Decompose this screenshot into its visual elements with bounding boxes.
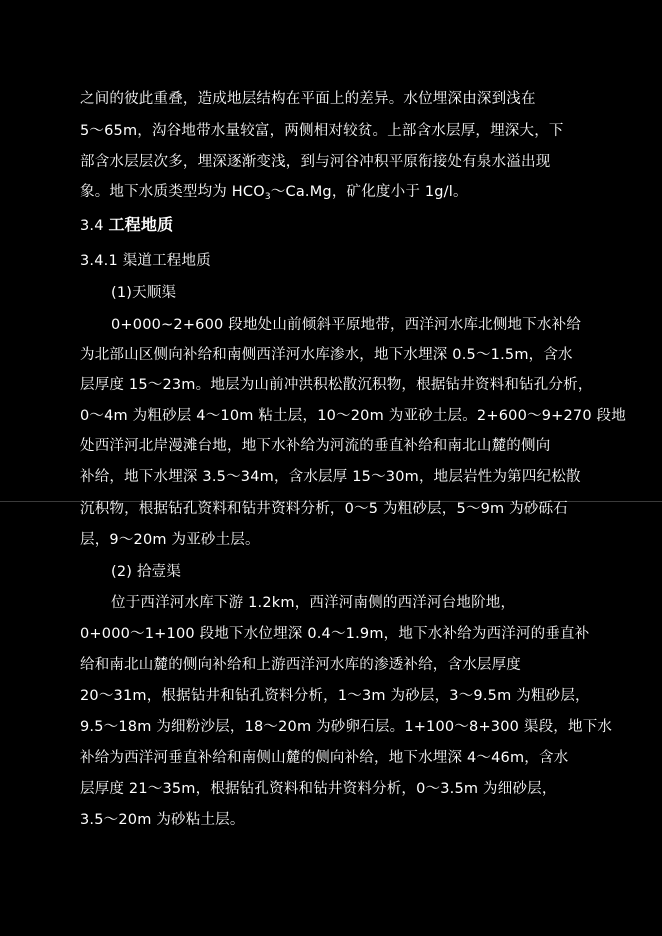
part2-title: (2) 拾壹渠 bbox=[111, 564, 182, 580]
section-number: 3.4 bbox=[80, 218, 109, 234]
part2-line: 给和南北山麓的侧向补给和上游西洋河水库的渗透补给，含水层厚度 bbox=[80, 657, 521, 673]
intro-line-2: 5～65m，沟谷地带水量较富，两侧相对较贫。上部含水层厚，埋深大，下 bbox=[80, 123, 564, 139]
part1-line: 处西洋河北岸漫滩台地，地下水补给为河流的垂直补给和南北山麓的侧向 bbox=[80, 438, 551, 454]
intro-line-4-post: ～Ca.Mg，矿化度小于 1g/l。 bbox=[270, 184, 468, 200]
part1-line: 0～4m 为粗砂层 4～10m 粘土层，10～20m 为亚砂土层。2+600～9+270 段地 bbox=[80, 408, 626, 424]
intro-line-3: 部含水层层次多，埋深逐渐变浅，到与河谷冲积平原衔接处有泉水溢出现 bbox=[80, 154, 551, 170]
intro-line-1: 之间的彼此重叠，造成地层结构在平面上的差异。水位埋深由深到浅在 bbox=[80, 91, 536, 107]
part1-line: 为北部山区侧向补给和南侧西洋河水库渗水，地下水埋深 0.5～1.5m，含水 bbox=[80, 347, 573, 363]
part2-line: 补给为西洋河垂直补给和南侧山麓的侧向补给，地下水埋深 4～46m，含水 bbox=[80, 750, 569, 766]
part1-title: (1)天顺渠 bbox=[111, 285, 177, 301]
part2-line: 20～31m，根据钻井和钻孔资料分析，1～3m 为砂层，3～9.5m 为粗砂层， bbox=[80, 688, 590, 704]
part1-line: 层，9～20m 为亚砂土层。 bbox=[80, 532, 260, 548]
section-title: 工程地质 bbox=[108, 215, 174, 234]
part1-line: 0+000~2+600 段地处山前倾斜平原地带，西洋河水库北侧地下水补给 bbox=[111, 317, 582, 333]
part2-line: 位于西洋河水库下游 1.2km，西洋河南侧的西洋河台地阶地， bbox=[111, 595, 516, 611]
part2-line: 3.5～20m 为砂粘土层。 bbox=[80, 812, 245, 828]
part2-line: 层厚度 21～35m，根据钻孔资料和钻井资料分析，0～3.5m 为细砂层， bbox=[80, 781, 557, 797]
intro-line-4-subscript: 3 bbox=[264, 192, 271, 202]
intro-line-4-pre: 象。地下水质类型均为 HCO bbox=[80, 184, 265, 200]
section-heading bbox=[80, 215, 173, 236]
subsection-heading: 3.4.1 渠道工程地质 bbox=[80, 253, 211, 269]
part2-line: 0+000～1+100 段地下水位埋深 0.4～1.9m，地下水补给为西洋河的垂直补 bbox=[80, 626, 590, 642]
intro-line-4 bbox=[80, 182, 468, 204]
part1-line: 补给，地下水埋深 3.5～34m，含水层厚 15～30m，地层岩性为第四纪松散 bbox=[80, 469, 581, 485]
part1-line: 沉积物，根据钻孔资料和钻井资料分析，0～5 为粗砂层，5～9m 为砂砾石 bbox=[80, 501, 568, 517]
part2-line: 9.5～18m 为细粉沙层，18～20m 为砂卵石层。1+100～8+300 渠段，地下水 bbox=[80, 719, 613, 735]
part1-line: 层厚度 15～23m。地层为山前冲洪积松散沉积物，根据钻井资料和钻孔分析， bbox=[80, 377, 593, 393]
